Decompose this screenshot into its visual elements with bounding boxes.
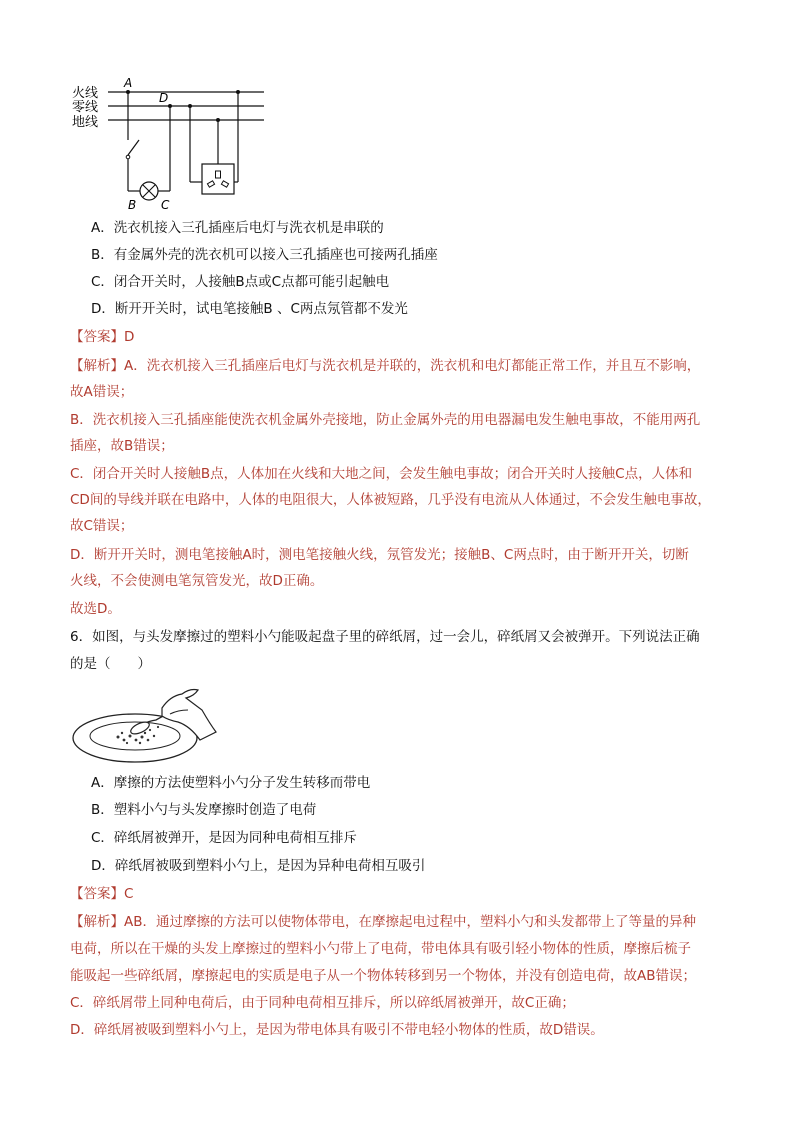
q5-analysis-line: D．断开开关时，测电笔接触A时，测电笔接触火线，氖管发光；接触B、C两点时，由于断开开关，切断	[70, 547, 689, 563]
circuit-diagram	[68, 72, 278, 212]
answer-tag: 【答案】	[70, 329, 124, 345]
q6-option-b: B．塑料小勺与头发摩擦时创造了电荷	[91, 802, 317, 818]
answer-tag: 【答案】	[70, 886, 124, 902]
q5-option-d: D．断开开关时，试电笔接触B 、C两点氖管都不发光	[91, 301, 408, 317]
switch-lever	[128, 140, 139, 155]
q5-analysis-line: 火线，不会使测电笔氖管发光，故D正确。	[70, 573, 324, 589]
point-a-label: A	[124, 76, 133, 90]
point-b-label: B	[128, 198, 137, 212]
q5-analysis-line: 故A错误；	[70, 384, 134, 400]
q6-analysis-line: 电荷，所以在干燥的头发上摩擦过的塑料小勺带上了电荷，带电体具有吸引轻小物体的性质，摩擦后梳子	[70, 941, 691, 957]
q5-option-b: B．有金属外壳的洗衣机可以接入三孔插座也可接两孔插座	[91, 247, 438, 263]
analysis-tag: 【解析】	[70, 914, 124, 930]
q6-analysis-line: D．碎纸屑被吸到塑料小勺上，是因为带电体具有吸引不带电轻小物体的性质，故D错误。	[70, 1022, 604, 1038]
live-wire-label: 火线	[72, 86, 99, 101]
q5-analysis-line: CD间的导线并联在电路中，人体的电阻很大，人体被短路，几乎没有电流从人体通过，不会发生触电事故，	[70, 492, 711, 508]
three-hole-socket-icon	[202, 164, 234, 194]
point-d-label: D	[159, 91, 169, 105]
analysis-text: AB．通过摩擦的方法可以使物体带电，在摩擦起电过程中，塑料小勺和头发都带上了等量的异种	[124, 914, 696, 930]
junction-d	[168, 104, 172, 108]
q6-stem: 的是（ ）	[70, 656, 151, 672]
answer-value: C	[124, 886, 134, 902]
point-c-label: C	[161, 198, 170, 212]
q5-analysis-line: 插座，故B错误；	[70, 438, 174, 454]
q5-option-c: C．闭合开关时，人接触B点或C点都可能引起触电	[91, 274, 390, 290]
answer-value: D	[124, 329, 135, 345]
q6-analysis-line: 能吸起一些碎纸屑，摩擦起电的实质是电子从一个物体转移到另一个物体，并没有创造电荷，故AB错误；	[70, 968, 696, 984]
analysis-tag: 【解析】	[70, 358, 124, 374]
q5-option-a: A．洗衣机接入三孔插座后电灯与洗衣机是串联的	[91, 220, 384, 236]
q5-answer	[70, 327, 134, 347]
q5-analysis-line: 故C错误；	[70, 518, 134, 534]
ground-wire-label: 地线	[72, 115, 99, 130]
q6-stem: 6．如图，与头发摩擦过的塑料小勺能吸起盘子里的碎纸屑，过一会儿，碎纸屑又会被弹开。下列说法正确	[70, 629, 700, 645]
q6-answer	[70, 884, 133, 904]
q6-option-d: D．碎纸屑被吸到塑料小勺上，是因为异种电荷相互吸引	[91, 858, 426, 874]
q5-analysis-line	[70, 356, 700, 376]
q5-analysis-line: B．洗衣机接入三孔插座能使洗衣机金属外壳接地，防止金属外壳的用电器漏电发生触电事故，不能用两孔	[70, 412, 701, 428]
analysis-text: A．洗衣机接入三孔插座后电灯与洗衣机是并联的，洗衣机和电灯都能正常工作，并且互不影响，	[124, 358, 701, 374]
q6-analysis-line	[70, 912, 696, 932]
q6-analysis-line: C．碎纸屑带上同种电荷后，由于同种电荷相互排斥，所以碎纸屑被弹开，故C正确；	[70, 995, 575, 1011]
q5-analysis-line: 故选D。	[70, 601, 121, 617]
q6-option-c: C．碎纸屑被弹开，是因为同种电荷相互排斥	[91, 830, 357, 846]
q5-analysis-line: C．闭合开关时人接触B点，人体加在火线和大地之间，会发生触电事故；闭合开关时人接触C点，人体和	[70, 466, 693, 482]
switch-contact	[126, 155, 130, 159]
q6-option-a: A．摩擦的方法使塑料小勺分子发生转移而带电	[91, 775, 371, 791]
spoon-plate-figure	[70, 680, 220, 768]
neutral-wire-label: 零线	[72, 100, 99, 115]
